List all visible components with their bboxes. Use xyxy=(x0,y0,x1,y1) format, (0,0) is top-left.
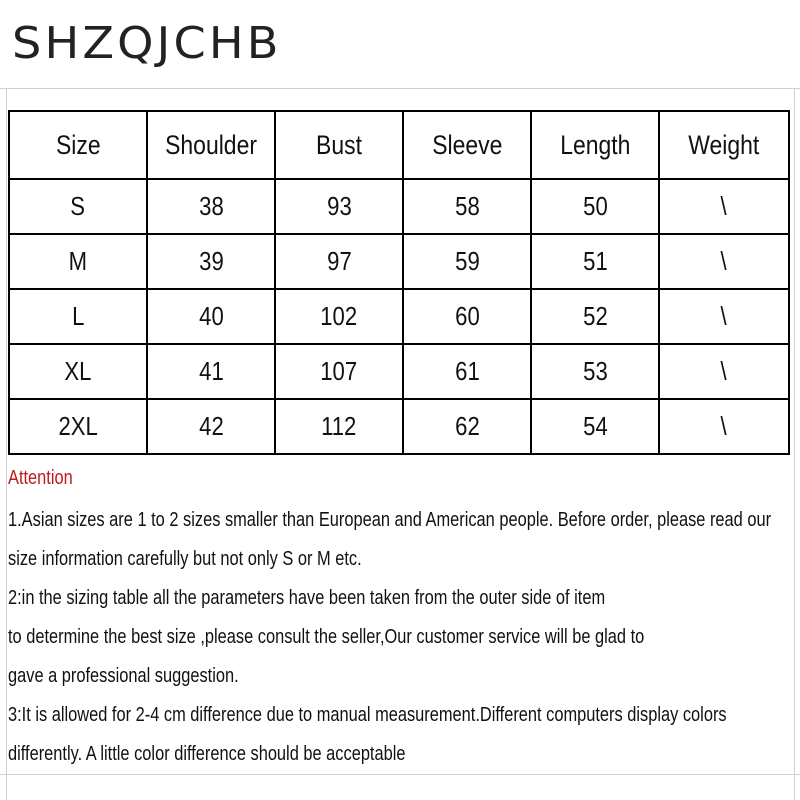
table-cell: 38 xyxy=(147,179,275,234)
table-cell: 112 xyxy=(275,399,403,454)
header-size: Size xyxy=(9,111,147,179)
table-cell: M xyxy=(9,234,147,289)
table-cell: 60 xyxy=(403,289,531,344)
table-header-row xyxy=(9,111,789,179)
table-cell: L xyxy=(9,289,147,344)
table-cell: \ xyxy=(659,344,789,399)
notes-section xyxy=(8,462,798,774)
size-chart-table xyxy=(8,110,790,455)
table-cell: 97 xyxy=(275,234,403,289)
table-cell: 93 xyxy=(275,179,403,234)
table-row xyxy=(9,234,789,289)
brand-title: SHZQJCHB xyxy=(12,18,282,69)
gridline xyxy=(6,88,7,800)
attention-heading: Attention xyxy=(8,467,73,489)
note-line: differently. A little color difference should be acceptable xyxy=(8,743,406,765)
table-cell: 51 xyxy=(531,234,659,289)
table-cell: \ xyxy=(659,234,789,289)
gridline xyxy=(0,88,800,89)
note-line: 3:It is allowed for 2-4 cm difference due to manual measurement.Different computers display colors xyxy=(8,704,727,726)
table-cell: S xyxy=(9,179,147,234)
table-cell: 2XL xyxy=(9,399,147,454)
table-cell: \ xyxy=(659,179,789,234)
table-cell: 54 xyxy=(531,399,659,454)
table-row xyxy=(9,289,789,344)
note-line: gave a professional suggestion. xyxy=(8,665,239,687)
table-cell: 61 xyxy=(403,344,531,399)
table-cell: 39 xyxy=(147,234,275,289)
table-row xyxy=(9,344,789,399)
note-line: size information carefully but not only S or M etc. xyxy=(8,548,362,570)
header-shoulder: Shoulder xyxy=(147,111,275,179)
header-length: Length xyxy=(531,111,659,179)
table-cell: 41 xyxy=(147,344,275,399)
table-cell: 107 xyxy=(275,344,403,399)
table-cell: 59 xyxy=(403,234,531,289)
header-bust: Bust xyxy=(275,111,403,179)
note-line: 1.Asian sizes are 1 to 2 sizes smaller than European and American people. Before order, please read our xyxy=(8,509,772,531)
table-cell: 102 xyxy=(275,289,403,344)
note-line: to determine the best size ,please consult the seller,Our customer service will be glad to xyxy=(8,626,645,648)
table-cell: 50 xyxy=(531,179,659,234)
table-cell: 53 xyxy=(531,344,659,399)
gridline xyxy=(0,774,800,775)
table-cell: 62 xyxy=(403,399,531,454)
table-cell: 42 xyxy=(147,399,275,454)
header-weight: Weight xyxy=(659,111,789,179)
table-row xyxy=(9,179,789,234)
table-row xyxy=(9,399,789,454)
table-cell: \ xyxy=(659,289,789,344)
header-sleeve: Sleeve xyxy=(403,111,531,179)
table-cell: \ xyxy=(659,399,789,454)
table-cell: 52 xyxy=(531,289,659,344)
table-cell: 40 xyxy=(147,289,275,344)
note-line: 2:in the sizing table all the parameters have been taken from the outer side of item xyxy=(8,587,606,609)
table-cell: XL xyxy=(9,344,147,399)
table-cell: 58 xyxy=(403,179,531,234)
